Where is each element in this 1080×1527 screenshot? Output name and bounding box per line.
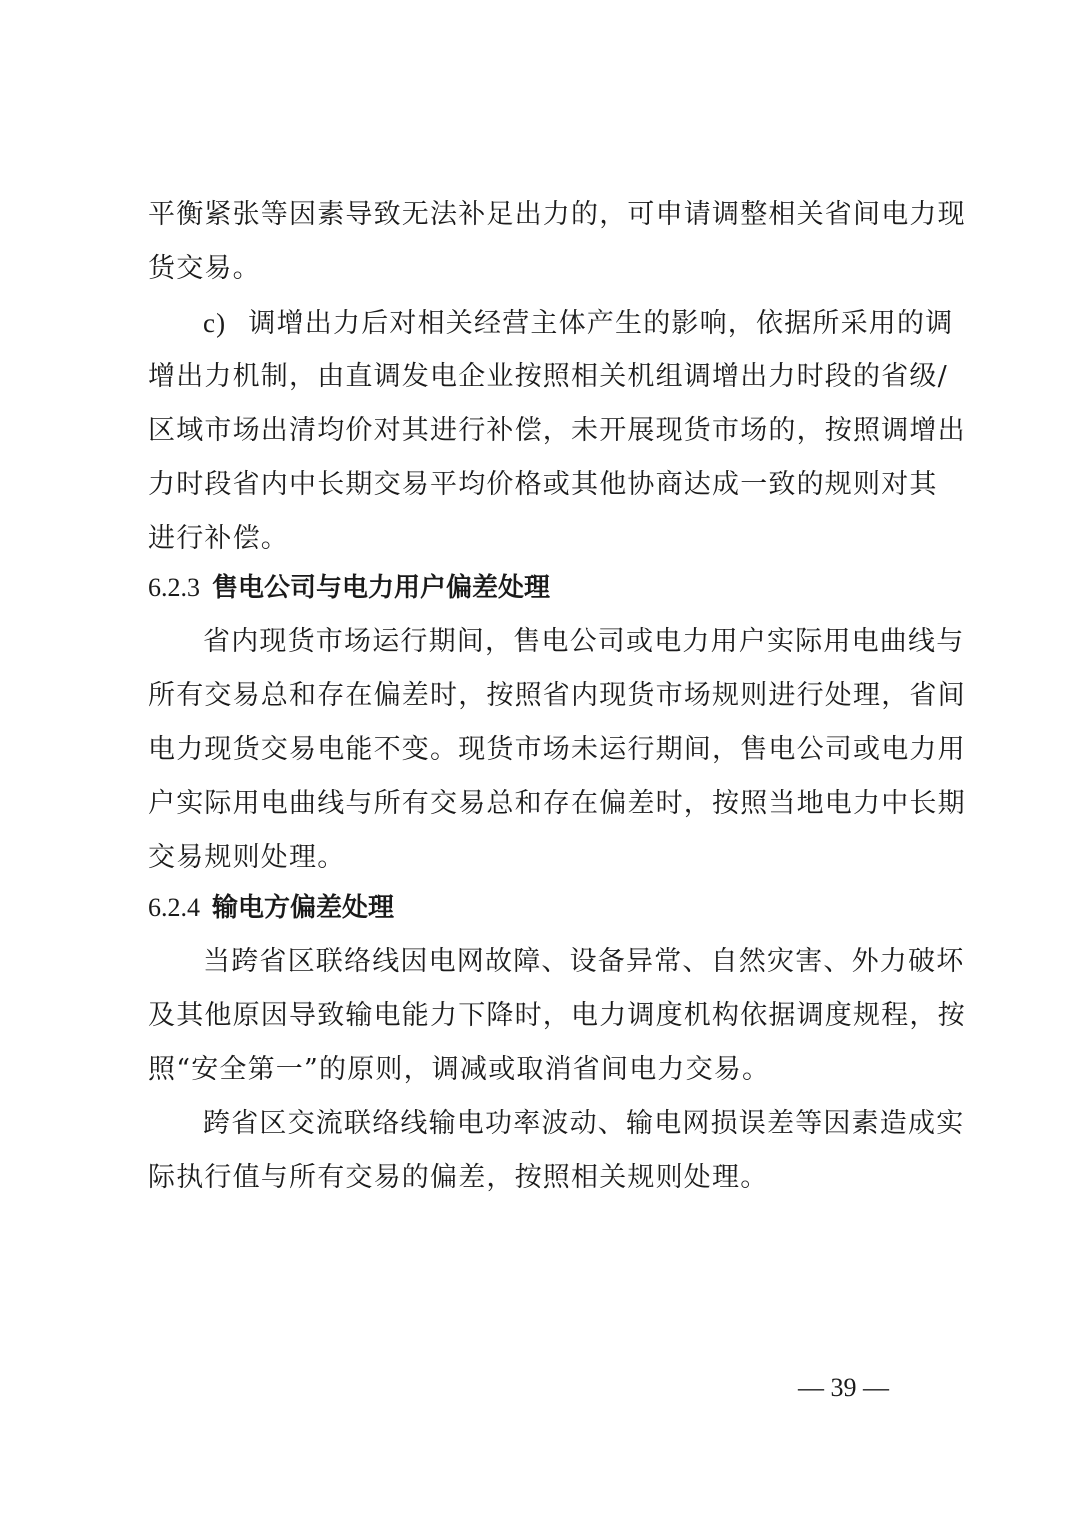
paragraph-line: 当跨省区联络线因电网故障、设备异常、自然灾害、外力破坏 [203, 946, 965, 977]
section-number: 6.2.3 [148, 573, 200, 602]
paragraph-line: 货交易。 [148, 253, 261, 284]
section-heading-6-2-3 [148, 570, 550, 606]
paragraph-line: 跨省区交流联络线输电功率波动、输电网损误差等因素造成实 [203, 1108, 965, 1139]
list-item-c [203, 305, 953, 342]
list-item-label: c) [203, 308, 227, 338]
section-heading-6-2-4 [148, 890, 394, 926]
paragraph-line: 际执行值与所有交易的偏差，按照相关规则处理。 [148, 1162, 769, 1193]
paragraph-line: 进行补偿。 [148, 523, 289, 554]
paragraph-line: 省内现货市场运行期间，售电公司或电力用户实际用电曲线与 [203, 626, 965, 657]
paragraph-line: 户实际用电曲线与所有交易总和存在偏差时，按照当地电力中长期 [148, 788, 966, 819]
section-title: 售电公司与电力用户偏差处理 [212, 573, 551, 603]
paragraph-line: 及其他原因导致输电能力下降时，电力调度机构依据调度规程，按 [148, 1000, 966, 1031]
section-title: 输电方偏差处理 [212, 893, 395, 923]
paragraph-line: 区域市场出清均价对其进行补偿，未开展现货市场的，按照调增出 [148, 415, 966, 446]
section-number: 6.2.4 [148, 893, 200, 922]
paragraph-line: 所有交易总和存在偏差时，按照省内现货市场规则进行处理，省间 [148, 680, 966, 711]
paragraph-line: 交易规则处理。 [148, 842, 346, 873]
paragraph-line: 增出力机制，由直调发电企业按照相关机组调增出力时段的省级/ [148, 361, 948, 392]
page-number: — 39 — [798, 1373, 889, 1402]
paragraph-line: 照“安全第一”的原则，调减或取消省间电力交易。 [148, 1054, 771, 1085]
paragraph-line: 调增出力后对相关经营主体产生的影响，依据所采用的调 [248, 308, 954, 339]
paragraph-line: 力时段省内中长期交易平均价格或其他协商达成一致的规则对其 [148, 469, 938, 500]
paragraph-line: 电力现货交易电能不变。现货市场未运行期间，售电公司或电力用 [148, 734, 966, 765]
paragraph-line: 平衡紧张等因素导致无法补足出力的，可申请调整相关省间电力现 [148, 199, 966, 230]
